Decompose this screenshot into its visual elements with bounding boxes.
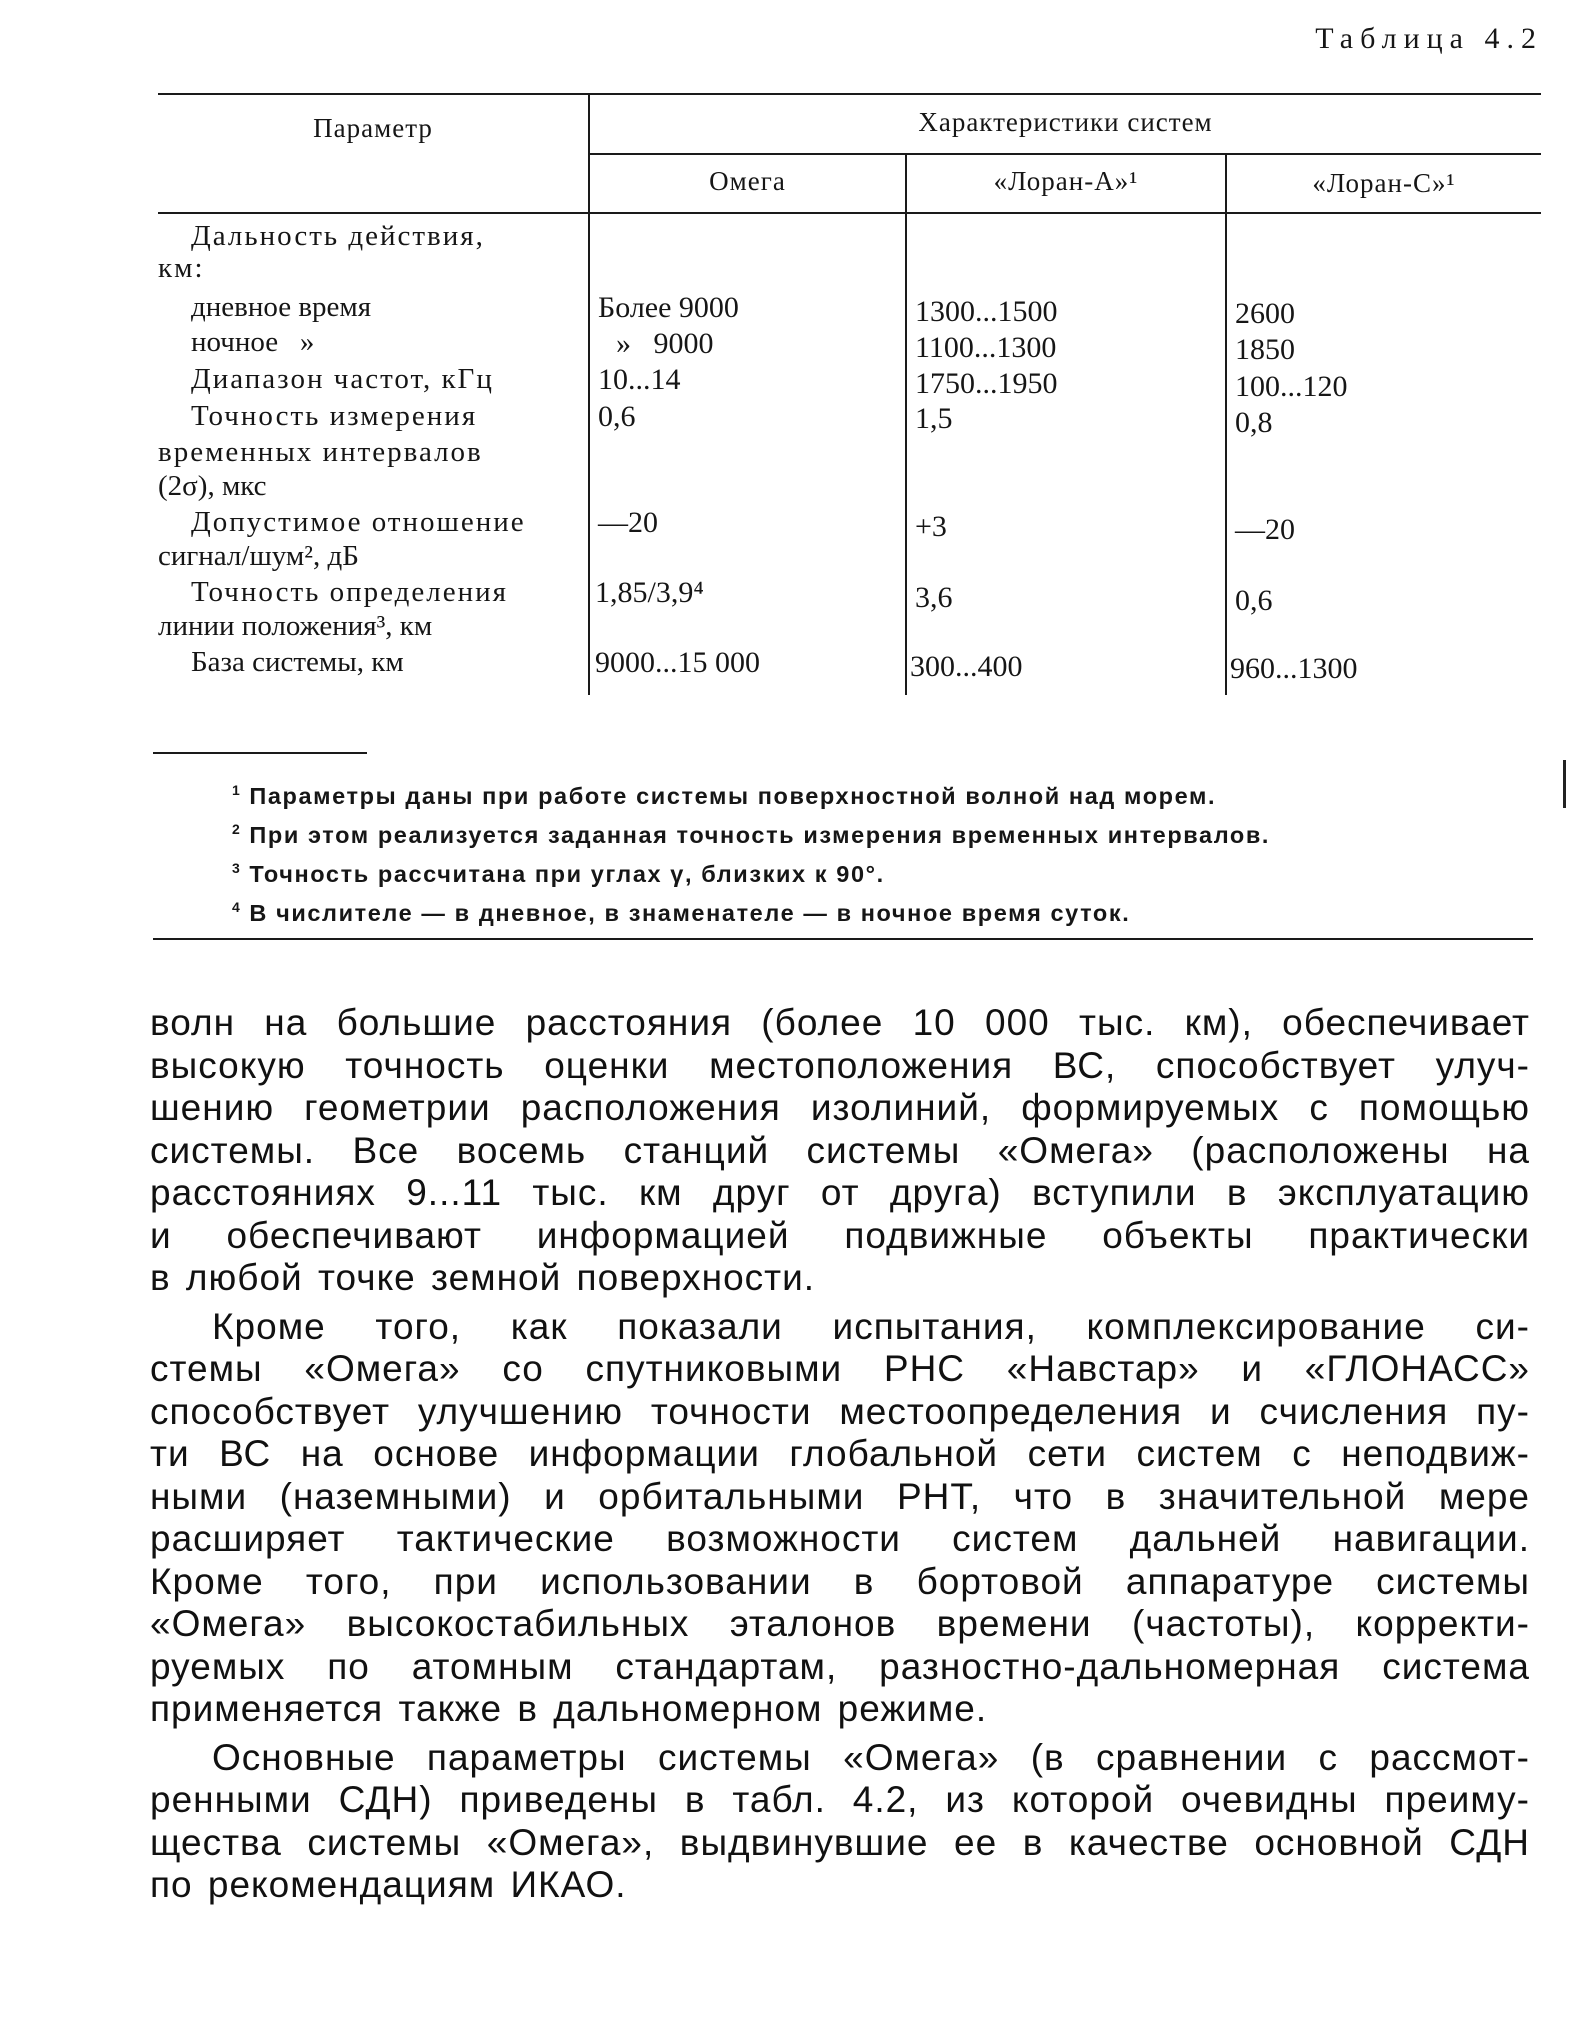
loran-c-lop-accuracy: 0,6: [1235, 584, 1273, 617]
text-line: высокую точность оценки местоположения ВС, способствует улуч-: [150, 1044, 1530, 1086]
footnote-1: $^1$ Параметры даны при работе системы поверхностной волной над морем.: [232, 782, 1217, 809]
param-range-unit: км:: [158, 252, 205, 284]
param-frequency: Диапазон частот, кГц: [191, 363, 494, 395]
text-line: системы. Все восемь станций системы «Омега» (расположены на: [150, 1129, 1530, 1171]
footnote-2: $^2$ При этом реализуется заданная точность измерения временных интервалов.: [232, 821, 1271, 848]
text-line: «Омега» высокостабильных эталонов времени (частоты), корректи-: [150, 1603, 1530, 1644]
col-divider-2: [905, 153, 907, 695]
omega-time-accuracy: 0,6: [598, 400, 636, 433]
footnote-3: $^3$ Точность рассчитана при углах γ, близких к 90°.: [232, 860, 885, 887]
table-top-rule: [158, 93, 1541, 95]
param-lop-accuracy-2: линии положения³, км: [158, 610, 433, 642]
loran-a-time-accuracy: 1,5: [915, 402, 953, 435]
loran-a-day: 1300...1500: [915, 295, 1058, 328]
loran-c-snr: —20: [1235, 513, 1295, 546]
param-time-accuracy-1: Точность измерения: [191, 400, 478, 432]
text-line: волн на большие расстояния (более 10 000 тыс. км), обеспечивает: [150, 1002, 1530, 1043]
loran-c-time-accuracy: 0,8: [1235, 406, 1273, 439]
text-line: щества системы «Омега», выдвинувшие ее в качестве основной СДН: [150, 1821, 1530, 1863]
text-line: ренными СДН) приведены в табл. 4.2, из которой очевидны преиму-: [150, 1779, 1530, 1820]
col-divider-3: [1225, 153, 1227, 695]
loran-a-night: 1100...1300: [915, 331, 1057, 364]
text-line: способствует улучшению точности местоопределения и счисления пу-: [150, 1390, 1530, 1432]
table-bottom-rule: [153, 938, 1533, 940]
param-time-accuracy-2: временных интервалов: [158, 436, 483, 468]
paragraph-3: [150, 1737, 1530, 1907]
loran-a-snr: +3: [915, 510, 947, 543]
column-header-loran-a: «Лоран-А»¹: [993, 166, 1139, 196]
param-snr-2: сигнал/шум², дБ: [158, 540, 359, 572]
omega-snr: —20: [598, 506, 658, 539]
omega-lop-accuracy: 1,85/3,9⁴: [595, 576, 704, 609]
paragraph-2: [150, 1306, 1530, 1731]
loran-c-baseline: 960...1300: [1230, 652, 1358, 685]
footnotes: [232, 774, 1270, 930]
paragraph-1: [150, 1002, 1530, 1300]
loran-a-frequency: 1750...1950: [915, 367, 1058, 400]
footnote-4: $^4$ В числителе — в дневное, в знаменателе — в ночное время суток.: [232, 899, 1131, 926]
loran-c-frequency: 100...120: [1235, 370, 1348, 403]
param-snr-1: Допустимое отношение: [191, 506, 526, 538]
param-lop-accuracy-1: Точность определения: [191, 576, 508, 608]
omega-baseline: 9000...15 000: [595, 646, 760, 679]
text-line: применяется также в дальномерном режиме.: [150, 1688, 988, 1729]
param-night: ночное »: [191, 326, 315, 358]
text-line: шению геометрии расположения изолиний, формируемых с помощью: [150, 1087, 1530, 1128]
body-text: [150, 1002, 1530, 1913]
text-line: стемы «Омега» со спутниковыми РНС «Навстар» и «ГЛОНАСС»: [150, 1348, 1530, 1389]
loran-a-lop-accuracy: 3,6: [915, 581, 953, 614]
text-line: ти ВС на основе информации глобальной сети систем с неподвиж-: [150, 1433, 1530, 1474]
scan-edge-mark: [1563, 760, 1566, 808]
omega-day: Более 9000: [598, 291, 739, 324]
loran-c-day: 2600: [1235, 297, 1295, 330]
header-bottom-rule: [158, 212, 1541, 214]
param-baseline: База системы, км: [191, 646, 404, 678]
text-line: расширяет тактические возможности систем дальней навигации.: [150, 1518, 1530, 1559]
param-column-header: Параметр: [313, 113, 433, 143]
table-caption: Таблица 4.2: [1315, 22, 1543, 55]
group-header-rule: [590, 153, 1541, 155]
text-line: по рекомендациям ИКАО.: [150, 1864, 627, 1905]
text-line: Основные параметры системы «Омега» (в сравнении с рассмот-: [212, 1736, 1530, 1778]
text-line: руемых по атомным стандартам, разностно-дальномерная система: [150, 1645, 1530, 1687]
param-time-accuracy-3: (2σ), мкс: [158, 470, 267, 502]
group-column-header: Характеристики систем: [918, 107, 1213, 137]
param-range-title: Дальность действия,: [191, 220, 485, 252]
text-line: в любой точке земной поверхности.: [150, 1257, 816, 1298]
omega-night: » 9000: [616, 327, 714, 360]
column-header-omega: Омега: [709, 166, 786, 196]
text-line: и обеспечивают информацией подвижные объекты практически: [150, 1214, 1530, 1256]
text-line: расстояниях 9...11 тыс. км друг от друга) вступили в эксплуатацию: [150, 1172, 1530, 1213]
omega-frequency: 10...14: [598, 363, 681, 396]
text-line: ными (наземными) и орбитальными РНТ, что в значительной мере: [150, 1475, 1530, 1517]
text-line: Кроме того, как показали испытания, комплексирование си-: [212, 1305, 1530, 1347]
column-header-loran-c: «Лоран-С»¹: [1312, 168, 1456, 198]
text-line: Кроме того, при использовании в бортовой аппаратуре системы: [150, 1560, 1530, 1602]
loran-a-baseline: 300...400: [910, 650, 1023, 683]
loran-c-night: 1850: [1235, 333, 1295, 366]
param-day: дневное время: [191, 291, 372, 323]
footnote-rule: [153, 752, 367, 754]
